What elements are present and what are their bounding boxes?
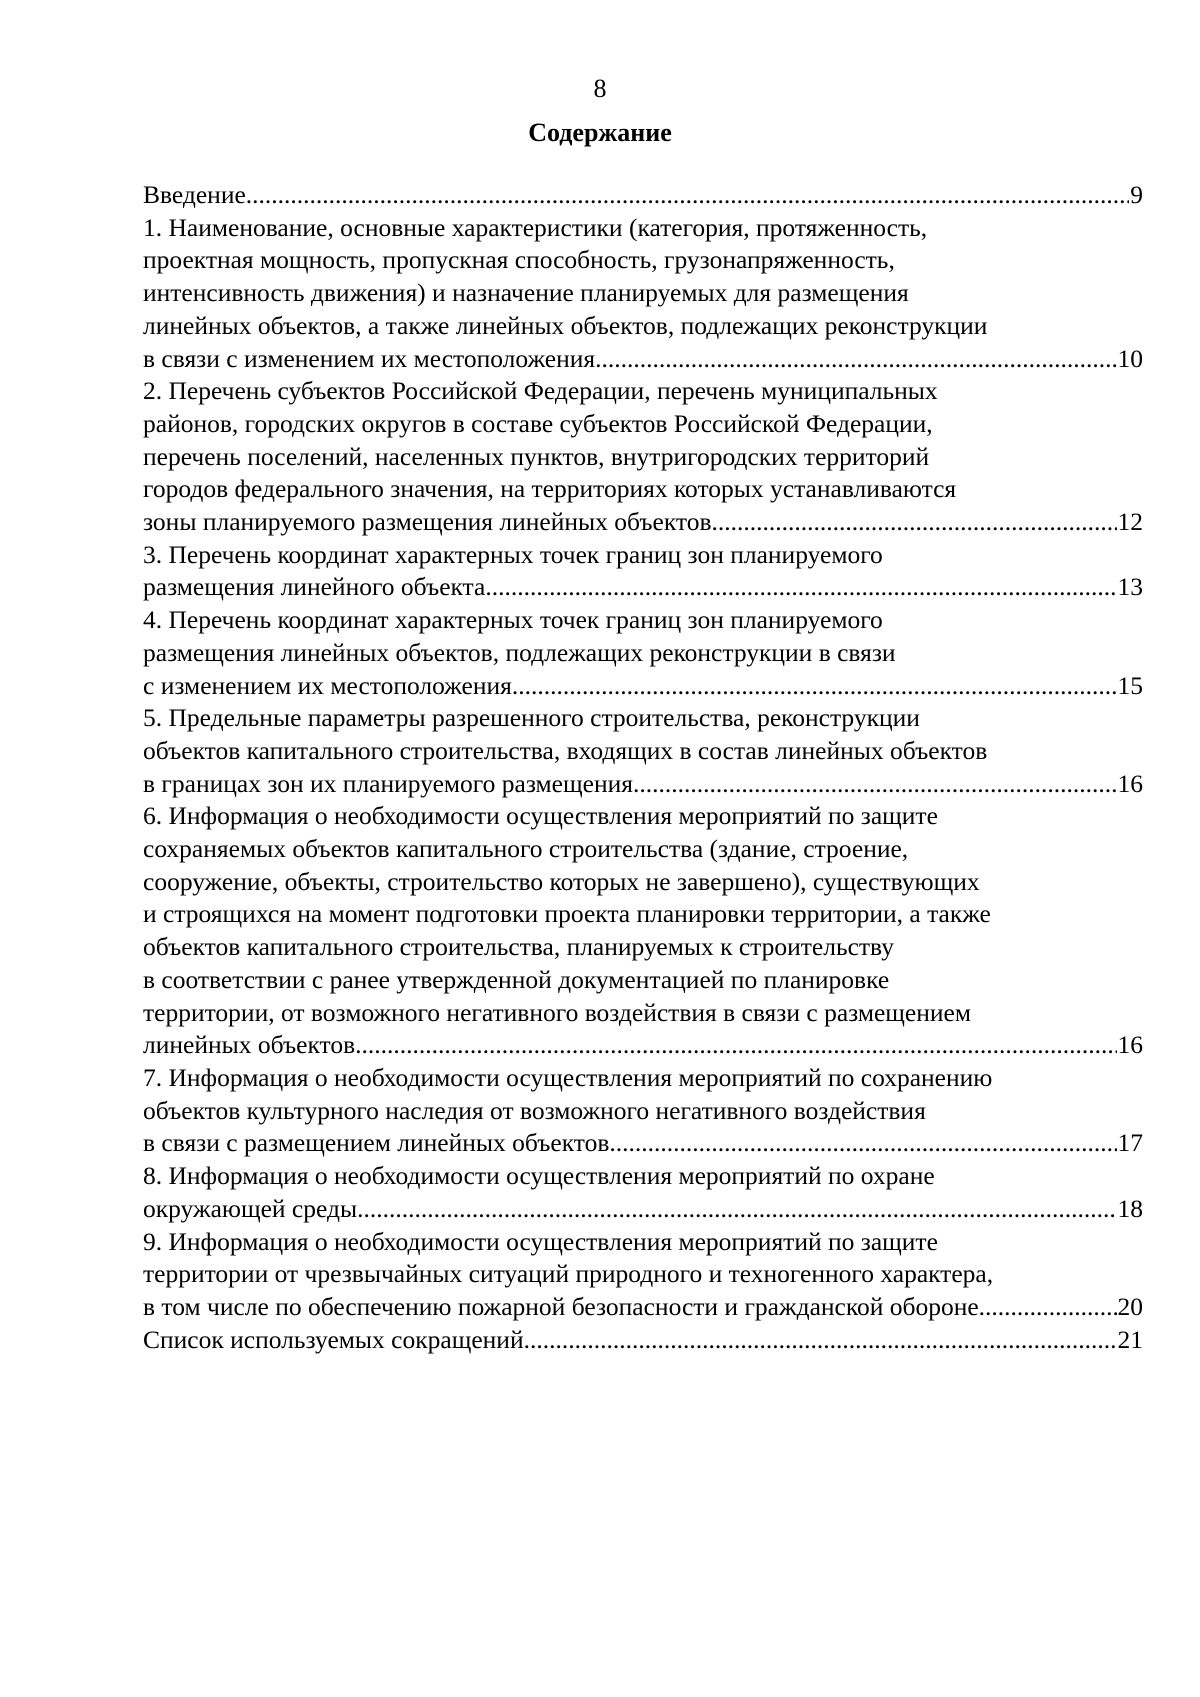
toc-entry-last-line: [143, 506, 1143, 539]
toc-page-number: 20: [1117, 1291, 1143, 1321]
toc-page-number: 17: [1117, 1128, 1143, 1158]
dot-leader: [357, 1193, 1116, 1226]
dot-leader: [485, 571, 1116, 604]
dot-leader: [512, 670, 1117, 703]
toc-page-number: 15: [1117, 670, 1143, 700]
toc-entry-line: зоны планируемого размещения линейных объектов: [143, 507, 712, 537]
toc-entry-line: 6. Информация о необходимости осуществления мероприятий по защите: [143, 801, 938, 831]
toc-page-number: 10: [1117, 343, 1143, 373]
toc-entry-line: территории, от возможного негативного воздействия в связи с размещением: [143, 997, 972, 1027]
toc-entry-last-line: [143, 343, 1143, 376]
toc-entry-line: 9. Информация о необходимости осуществления мероприятий по защите: [143, 1226, 938, 1256]
dot-leader: [633, 768, 1117, 801]
toc-entry: [143, 604, 1143, 702]
toc-entry-line: окружающей среды: [143, 1193, 358, 1223]
toc-entry-line: 5. Предельные параметры разрешенного строительства, реконструкции: [143, 703, 920, 733]
toc-entry-line: объектов капитального строительства, входящих в состав линейных объектов: [143, 735, 988, 765]
toc-entry-last-line: [143, 1193, 1143, 1226]
toc-entry-line: размещения линейных объектов, подлежащих реконструкции в связи: [143, 637, 896, 667]
toc-entry: [143, 1324, 1143, 1357]
toc-entry: [143, 1160, 1143, 1225]
toc-entry-line: в соответствии с ранее утвержденной документацией по планировке: [143, 964, 890, 994]
toc-entry: [143, 800, 1143, 1062]
toc-entry-line: перечень поселений, населенных пунктов, внутригородских территорий: [143, 441, 930, 471]
toc-entry-line: и строящихся на момент подготовки проекта планировки территории, а также: [143, 899, 991, 929]
toc-entry: [143, 375, 1143, 539]
table-of-contents: [143, 179, 1143, 1356]
toc-entry-line: сооружение, объекты, строительство которых не завершено), существующих: [143, 866, 980, 896]
toc-entry: [143, 1226, 1143, 1324]
dot-leader: [609, 1127, 1116, 1160]
toc-entry-last-line: [143, 670, 1143, 703]
toc-entry-line: с изменением их местоположения: [143, 670, 512, 700]
toc-entry: [143, 212, 1143, 376]
toc-entry-last-line: [143, 1029, 1143, 1062]
toc-entry-line: 3. Перечень координат характерных точек границ зон планируемого: [143, 539, 883, 569]
toc-entry-line: 4. Перечень координат характерных точек границ зон планируемого: [143, 605, 883, 635]
toc-entry-line: сохраняемых объектов капитального строительства (здание, строение,: [143, 834, 909, 864]
page-number: 8: [593, 74, 607, 103]
toc-entry-line: 1. Наименование, основные характеристики (категория, протяженность,: [143, 212, 928, 242]
toc-page-number: 9: [1130, 180, 1143, 209]
toc-entry-last-line: [143, 179, 1143, 212]
toc-entry-line: объектов культурного наследия от возможного негативного воздействия: [143, 1095, 926, 1125]
toc-entry-line: 8. Информация о необходимости осуществления мероприятий по охране: [143, 1161, 935, 1191]
toc-entry-line: Список используемых сокращений: [143, 1324, 524, 1354]
toc-page-number: 18: [1117, 1193, 1143, 1223]
toc-entry-line: 7. Информация о необходимости осуществления мероприятий по сохранению: [143, 1062, 993, 1092]
toc-entry-line: районов, городских округов в составе субъектов Российской Федерации,: [143, 408, 933, 438]
page-title: Содержание: [528, 118, 672, 147]
toc-entry-last-line: [143, 1324, 1143, 1357]
toc-entry: [143, 1062, 1143, 1160]
toc-entry: [143, 702, 1143, 800]
dot-leader: [355, 1029, 1116, 1062]
toc-entry-last-line: [143, 1291, 1143, 1324]
toc-page-number: 13: [1117, 572, 1143, 602]
toc-entry-line: линейных объектов, а также линейных объектов, подлежащих реконструкции: [143, 310, 988, 340]
toc-entry-line: в связи с изменением их местоположения: [143, 343, 596, 373]
dot-leader: [246, 179, 1129, 212]
toc-entry: [143, 539, 1143, 604]
toc-page-number: 21: [1117, 1324, 1143, 1354]
toc-entry-line: 2. Перечень субъектов Российской Федерации, перечень муниципальных: [143, 376, 938, 406]
toc-entry-line: в том числе по обеспечению пожарной безопасности и гражданской обороне: [143, 1291, 979, 1321]
toc-entry-line: размещения линейного объекта: [143, 572, 486, 602]
toc-entry-last-line: [143, 571, 1143, 604]
toc-entry-last-line: [143, 1127, 1143, 1160]
toc-entry-line: интенсивность движения) и назначение планируемых для размещения: [143, 278, 909, 308]
toc-entry-last-line: [143, 768, 1143, 801]
dot-leader: [595, 343, 1116, 376]
dot-leader: [979, 1291, 1117, 1324]
toc-entry-line: проектная мощность, пропускная способность, грузонапряженность,: [143, 245, 895, 275]
toc-entry-line: в связи с размещением линейных объектов: [143, 1128, 610, 1158]
toc-page-number: 12: [1117, 507, 1143, 537]
toc-entry: [143, 179, 1143, 212]
toc-page-number: 16: [1117, 1030, 1143, 1060]
toc-entry-line: территории от чрезвычайных ситуаций природного и техногенного характера,: [143, 1259, 994, 1289]
toc-entry-line: Введение: [143, 180, 246, 209]
toc-entry-line: линейных объектов: [143, 1030, 356, 1060]
toc-entry-line: городов федерального значения, на территориях которых устанавливаются: [143, 474, 957, 504]
toc-entry-line: объектов капитального строительства, планируемых к строительству: [143, 932, 894, 962]
toc-page-number: 16: [1117, 768, 1143, 798]
dot-leader: [712, 506, 1117, 539]
toc-entry-line: в границах зон их планируемого размещения: [143, 768, 633, 798]
dot-leader: [524, 1324, 1117, 1357]
